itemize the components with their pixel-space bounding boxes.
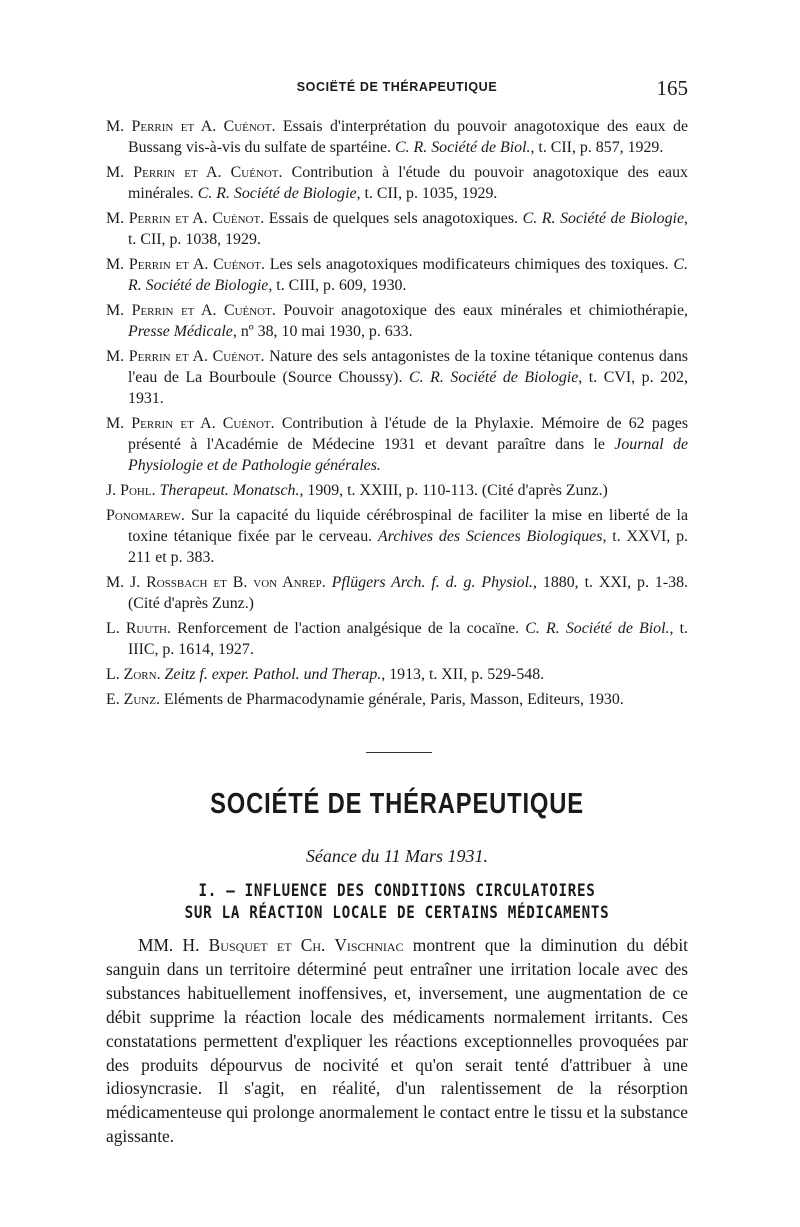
reference-entry	[106, 346, 688, 409]
reference-authors: L. Zorn.	[106, 666, 161, 683]
reference-authors: Ponomarew.	[106, 507, 185, 524]
reference-source: Presse Médicale	[128, 323, 233, 340]
reference-entry	[106, 689, 688, 710]
reference-text: Sur la capacité du liquide cérébrospinal de faciliter la mise en liberté de la toxine tétanique fixée par le cerveau.	[128, 507, 688, 545]
reference-text: , t. CII, p. 1038, 1929.	[128, 210, 688, 248]
reference-text: Eléments de Pharmacodynamie générale, Paris, Masson, Editeurs, 1930.	[159, 691, 624, 708]
reference-source: C. R. Société de Biologie	[522, 210, 684, 227]
article-heading	[147, 880, 648, 924]
reference-text: , 1880, t. XXI, p. 1-38. (Cité d'après Zunz.)	[128, 574, 688, 612]
reference-entry	[106, 572, 688, 614]
reference-source: Journal de Physiologie et de Pathologie générales.	[128, 436, 689, 474]
reference-entry	[106, 413, 688, 476]
article-heading-line-1: I. — INFLUENCE DES CONDITIONS CIRCULATOIRES	[198, 881, 596, 900]
reference-source: C. R. Société de Biologie	[197, 185, 357, 202]
reference-source: C. R. Société de Biologie	[409, 369, 579, 386]
reference-entry	[106, 505, 688, 568]
reference-text: , nº 38, 10 mai 1930, p. 633.	[232, 323, 413, 340]
page-number: 165	[656, 76, 688, 100]
reference-text: Nature des sels antagonistes de la toxine tétanique contenus dans l'eau de La Bourboule (Source Choussy).	[128, 348, 688, 386]
reference-text: Renforcement de l'action analgésique de la cocaïne.	[170, 620, 526, 637]
article-authors: MM. H. Busquet et Ch. Vischniac	[138, 935, 404, 955]
reference-authors: M. J. Rossbach et B. von Anrep.	[106, 574, 326, 591]
reference-entry	[106, 664, 688, 685]
reference-authors: E. Zunz.	[106, 691, 160, 708]
reference-text: Contribution à l'étude du pouvoir anagotoxique des eaux minérales.	[128, 164, 688, 202]
section-divider	[366, 752, 432, 753]
reference-entry	[106, 208, 688, 250]
reference-text: , 1909, t. XXIII, p. 110-113. (Cité d'après Zunz.)	[299, 482, 608, 499]
reference-text: Essais de quelques sels anagotoxiques.	[264, 210, 523, 227]
reference-list	[106, 116, 688, 714]
reference-entry	[106, 254, 688, 296]
session-date: Séance du 11 Mars 1931.	[305, 846, 489, 866]
reference-source: C. R. Société de Biol.	[395, 139, 531, 156]
reference-authors: M. Perrin et A. Cuénot.	[106, 118, 276, 135]
reference-source: Pflügers Arch. f. d. g. Physiol.	[331, 574, 533, 591]
reference-source: Archives des Sciences Biologiques	[378, 528, 603, 545]
running-header	[106, 76, 688, 100]
reference-entry	[106, 618, 688, 660]
reference-source: C. R. Société de Biol.	[525, 620, 670, 637]
reference-text: Contribution à l'étude de la Phylaxie. Mémoire de 62 pages présenté à l'Académie de Médecine 1931 et devant paraître dans le	[128, 415, 689, 453]
reference-authors: J. Pohl.	[106, 482, 156, 499]
reference-text: Pouvoir anagotoxique des eaux minérales et chimiothérapie,	[275, 302, 689, 319]
reference-authors: L. Ruuth.	[106, 620, 171, 637]
reference-text: , t. CVI, p. 202, 1931.	[128, 369, 688, 407]
reference-text: Essais d'interprétation du pouvoir anagotoxique des eaux de Bussang vis-à-vis du sulfate de spartéine.	[128, 118, 688, 156]
reference-authors: M. Perrin et A. Cuénot.	[106, 164, 283, 181]
reference-entry	[106, 300, 688, 342]
reference-text: Les sels anagotoxiques modificateurs chimiques des toxiques.	[264, 256, 674, 273]
reference-source: Therapeut. Monatsch.	[159, 482, 300, 499]
reference-authors: M. Perrin et A. Cuénot.	[106, 302, 276, 319]
running-title: SOCIËTÉ DE THÉRAPEUTIQUE	[296, 80, 498, 94]
reference-authors: M. Perrin et A. Cuénot.	[106, 256, 265, 273]
reference-text: , t. IIIC, p. 1614, 1927.	[128, 620, 688, 658]
reference-text: , 1913, t. XII, p. 529-548.	[381, 666, 545, 683]
reference-authors: M. Perrin et A. Cuénot.	[106, 348, 265, 365]
reference-text: , t. CIII, p. 609, 1930.	[268, 277, 407, 294]
reference-text: , t. CII, p. 1035, 1929.	[356, 185, 498, 202]
reference-source: Zeitz f. exper. Pathol. und Therap.	[164, 666, 382, 683]
reference-text: , t. CII, p. 857, 1929.	[530, 139, 664, 156]
article-body	[106, 934, 688, 1149]
section-title: SOCIÉTÉ DE THÉRAPEUTIQUE	[210, 788, 584, 820]
article-heading-line-2: SUR LA RÉACTION LOCALE DE CERTAINS MÉDICAMENTS	[184, 903, 610, 922]
reference-entry	[106, 480, 688, 501]
reference-authors: M. Perrin et A. Cuénot.	[106, 415, 275, 432]
article-text: montrent que la diminution du débit sanguin dans un territoire déterminé peut entraîner une irritation locale avec des substances habituellement inoffensives, et, inversement, une augmentation de ce débit supprime la réaction locale des médicaments normalement irritants. Ces constatations permettent d'expliquer les réactions exceptionnelles provoquées par des produits dépourvus de nocivité et qu'on serait tenté d'attribuer à une idiosyncrasie. Il s'agit, en réalité, d'un ralentissement de la résorption médicamenteuse qui prolonge anormalement le contact entre le tissu et la substance agissante.	[106, 935, 689, 1147]
reference-entry	[106, 116, 688, 158]
reference-text: , t. XXVI, p. 211 et p. 383.	[128, 528, 688, 566]
reference-entry	[106, 162, 688, 204]
reference-authors: M. Perrin et A. Cuénot.	[106, 210, 265, 227]
reference-source: C. R. Société de Biologie	[128, 256, 688, 294]
